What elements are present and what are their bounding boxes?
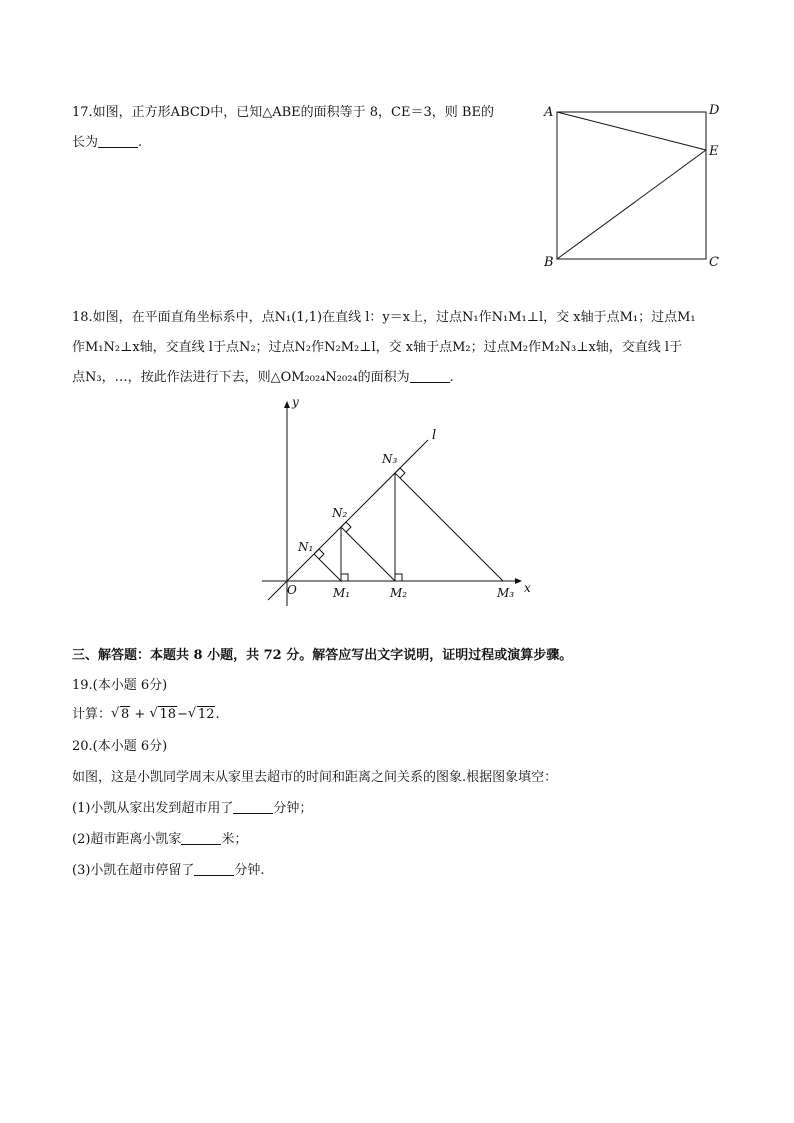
plus-sign: +	[130, 707, 150, 722]
q19-title: 19.(本小题 6分)	[72, 678, 168, 693]
label-M2: M₂	[390, 586, 408, 600]
q20-item-1	[72, 800, 312, 818]
q18-line3-suffix: .	[449, 370, 454, 385]
section3-heading: 三、解答题：本题共 8 小题，共 72 分。解答应写出文字说明，证明过程或演算步骤。	[72, 648, 573, 663]
q19-prefix: 计算：	[72, 707, 112, 722]
q20-item-3-prefix: (3)小凯在超市停留了	[72, 863, 195, 878]
q20-item-2-prefix: (2)超市距离小凯家	[72, 832, 182, 847]
answer-blank	[194, 863, 234, 876]
sqrt-18: √ 18	[149, 706, 177, 724]
q17-line2-suffix: .	[138, 135, 143, 150]
q20-title: 20.(本小题 6分)	[72, 739, 168, 754]
q17-line2-prefix: 长为	[72, 135, 99, 150]
q20-item-3-suffix: 分钟.	[234, 863, 265, 878]
label-l: l	[432, 428, 437, 443]
q20-item-1-suffix: 分钟；	[273, 801, 313, 816]
q20-item-2	[72, 831, 247, 849]
q18-line3-prefix: 点N₃，…，按此作法进行下去，则△OM₂₀₂₄N₂₀₂₄的面积为	[72, 370, 410, 385]
label-M3: M₃	[497, 586, 515, 600]
q18-line1: 18.如图，在平面直角坐标系中，点N₁(1,1)在直线 l：y＝x上，过点N₁作N₁M₁⊥l，交 x轴于点M₁；过点M₁	[72, 310, 696, 325]
answer-blank	[181, 832, 221, 845]
q17-line1: 17.如图，正方形ABCD中，已知△ABE的面积等于 8，CE＝3，则 BE的	[72, 105, 494, 120]
label-O: O	[287, 583, 297, 597]
label-x: x	[524, 581, 531, 595]
label-A: A	[544, 105, 554, 120]
label-M1: M₁	[333, 586, 351, 600]
q20-item-1-prefix: (1)小凯从家出发到超市用了	[72, 801, 234, 816]
minus-sign: −	[177, 707, 188, 722]
label-N1: N₁	[298, 540, 314, 554]
period: .	[215, 707, 220, 722]
q20-item-2-suffix: 米；	[221, 832, 248, 847]
sqrt-12: √ 12	[188, 706, 216, 724]
label-y: y	[292, 395, 299, 409]
label-E: E	[709, 144, 719, 159]
answer-blank	[233, 801, 273, 814]
label-C: C	[709, 255, 719, 270]
label-D: D	[709, 103, 720, 118]
label-B: B	[544, 255, 554, 270]
label-N3: N₃	[382, 452, 398, 466]
sqrt-8: √ 8	[111, 706, 130, 724]
label-N2: N₂	[332, 506, 348, 520]
q19-expression	[72, 706, 220, 724]
q20-intro: 如图，这是小凯同学周末从家里去超市的时间和距离之间关系的图象.根据图象填空：	[72, 770, 558, 785]
q18-line2: 作M₁N₂⊥x轴，交直线 l于点N₂；过点N₂作N₂M₂⊥l，交 x轴于点M₂；过点M₂作M₂N₃⊥x轴，交直线 l于	[72, 340, 683, 355]
q20-item-3	[72, 862, 265, 880]
